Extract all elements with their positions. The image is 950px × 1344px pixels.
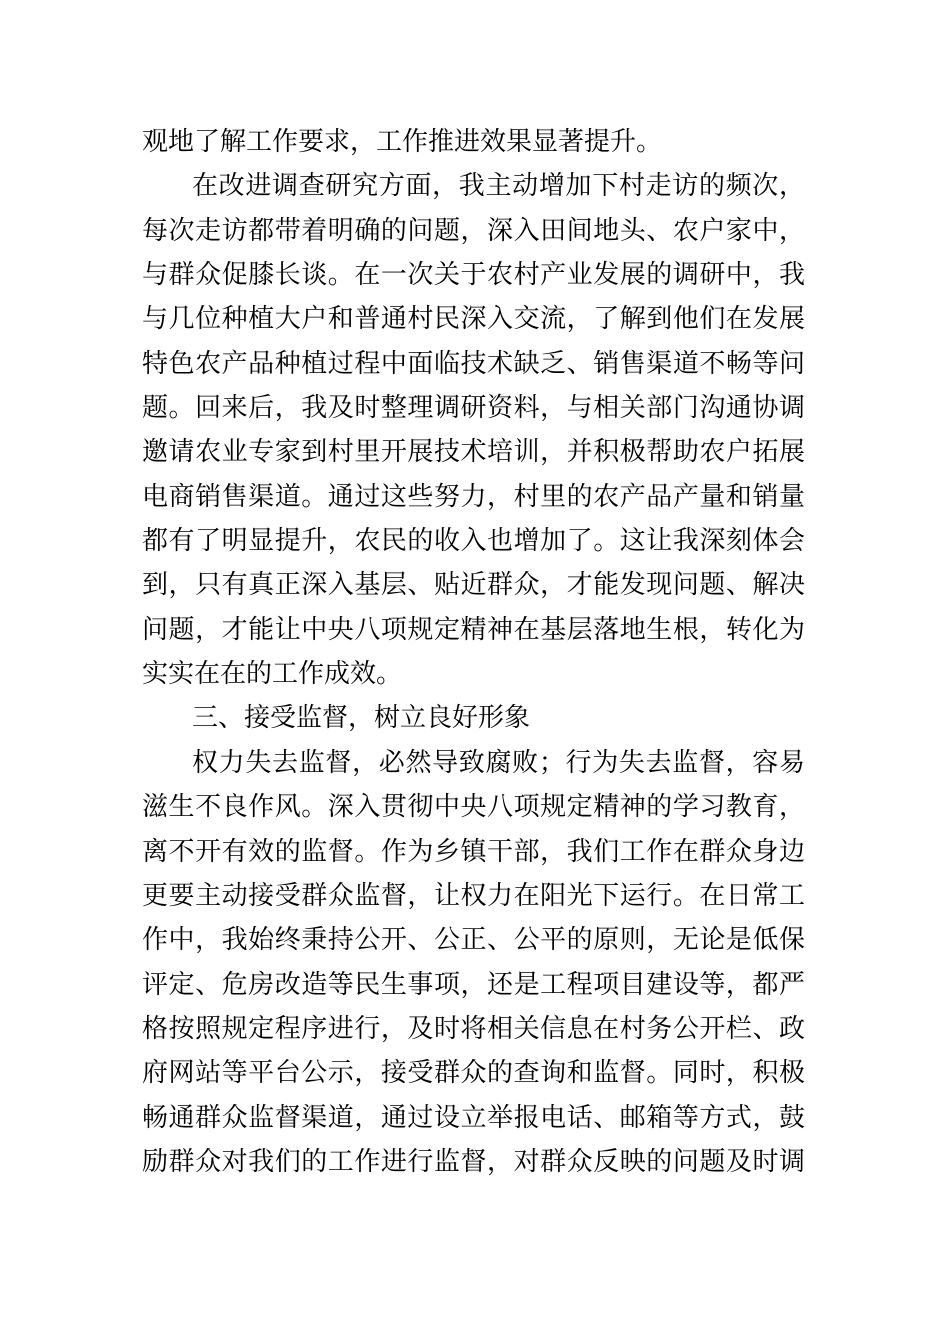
- text-line: 题。回来后，我及时整理调研资料，与相关部门沟通协调: [142, 392, 805, 423]
- text-line: 与群众促膝长谈。在一次关于农村产业发展的调研中，我: [142, 259, 805, 290]
- text-line: 评定、危房改造等民生事项，还是工程项目建设等，都严: [142, 968, 805, 999]
- text-line: 特色农产品种植过程中面临技术缺乏、销售渠道不畅等问: [142, 347, 805, 378]
- text-line: 畅通群众监督渠道，通过设立举报电话、邮箱等方式，鼓: [142, 1101, 805, 1132]
- text-line: 府网站等平台公示，接受群众的查询和监督。同时，积极: [142, 1057, 805, 1088]
- text-line: 与几位种植大户和普通村民深入交流，了解到他们在发展: [142, 303, 805, 334]
- text-line: 邀请农业专家到村里开展技术培训，并积极帮助农户拓展: [142, 436, 805, 467]
- text-line: 权力失去监督，必然导致腐败；行为失去监督，容易: [192, 746, 805, 777]
- text-line: 励群众对我们的工作进行监督，对群众反映的问题及时调: [142, 1145, 805, 1176]
- text-block: [142, 119, 805, 1183]
- text-line: 电商销售渠道。通过这些努力，村里的农产品产量和销量: [142, 480, 805, 511]
- text-line: 在改进调查研究方面，我主动增加下村走访的频次，: [192, 170, 805, 201]
- text-line: 实实在在的工作成效。: [142, 658, 403, 689]
- text-line: 滋生不良作风。深入贯彻中央八项规定精神的学习教育，: [142, 791, 805, 822]
- text-line: 观地了解工作要求，工作推进效果显著提升。: [142, 126, 663, 156]
- text-line: 每次走访都带着明确的问题，深入田间地头、农户家中，: [142, 214, 805, 245]
- text-line: 都有了明显提升，农民的收入也增加了。这让我深刻体会: [142, 525, 805, 556]
- text-line: 离不开有效的监督。作为乡镇干部，我们工作在群众身边: [142, 835, 805, 866]
- text-line: 问题，才能让中央八项规定精神在基层落地生根，转化为: [142, 613, 805, 644]
- section-heading: 三、接受监督，树立良好形象: [192, 702, 531, 733]
- text-line: 格按照规定程序进行，及时将相关信息在村务公开栏、政: [142, 1012, 805, 1043]
- text-line: 作中，我始终秉持公开、公正、公平的原则，无论是低保: [142, 924, 805, 955]
- text-line: 更要主动接受群众监督，让权力在阳光下运行。在日常工: [142, 879, 805, 910]
- text-line: 到，只有真正深入基层、贴近群众，才能发现问题、解决: [142, 569, 805, 600]
